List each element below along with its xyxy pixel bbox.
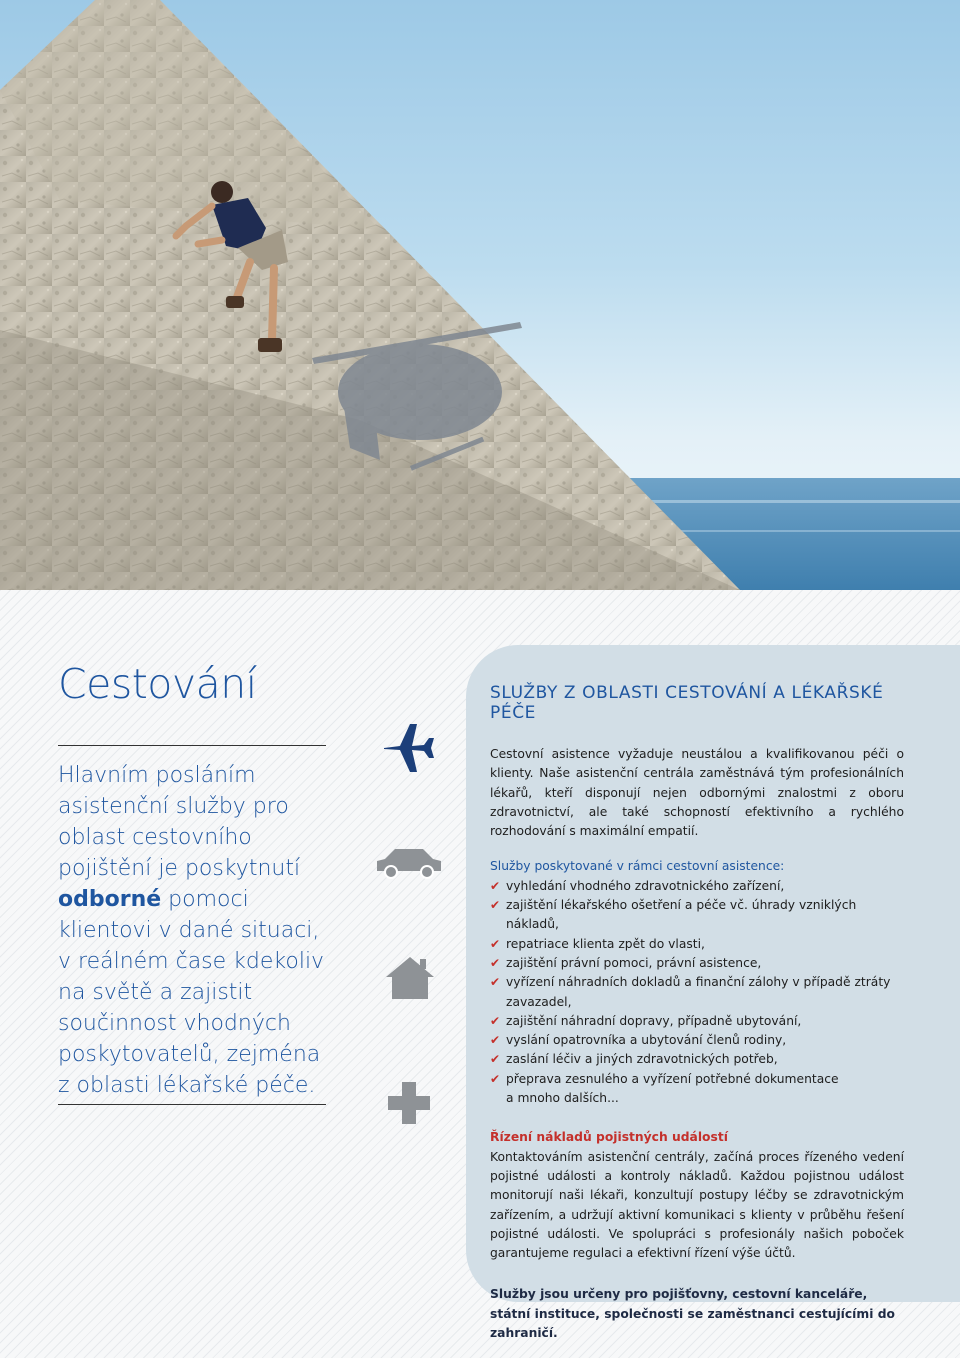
list-item (490, 1012, 904, 1031)
check-icon: ✔ (490, 936, 501, 951)
list-item-text: přeprava zesnulého a vyřízení potřebné dokumentace (506, 1071, 839, 1086)
list-item (490, 935, 904, 954)
list-item-text: zaslání léčiv a jiných zdravotnických potřeb, (506, 1052, 778, 1067)
lead-text-2: pomoci klientovi v dané situaci, v reálném čase kdekoliv na světě a zajistit součinnost vhodných poskytovatelů, zejména z oblasti lékařské péče. (58, 887, 325, 1098)
cost-text: Kontaktováním asistenční centrály, začíná proces řízeného vedení pojistné události a kontroly nákladů. Každou pojistnou událost monitorují naši lékaři, konzultují postupy léčby se zdravotnickým zařízením, a udržují aktivní komunikaci s klienty v průběhu řešení pojistné události. Ve spolupráci s profesionály našich poboček garantujeme regulaci a efektivní řízení výše účtů. (490, 1149, 904, 1261)
services-list (490, 877, 904, 1089)
services-panel (466, 645, 960, 1341)
list-item (490, 896, 904, 935)
check-icon: ✔ (490, 1013, 501, 1028)
list-item-text: vyřízení náhradních dokladů a finanční zálohy v případě ztráty zavazadel, (506, 975, 891, 1009)
hero-illustration (0, 0, 960, 590)
check-icon: ✔ (490, 1033, 501, 1048)
list-item-text: repatriace klienta zpět do vlasti, (506, 936, 705, 951)
services-more: a mnoho dalších... (506, 1091, 619, 1106)
list-item-text: vyhledání vhodného zdravotnického zařízení, (506, 878, 785, 893)
airplane-icon (380, 718, 436, 774)
list-item (490, 973, 904, 1012)
lead-text-bold: odborné (58, 887, 162, 912)
list-item (490, 1070, 904, 1089)
house-icon (384, 955, 436, 1001)
lead-paragraph (58, 760, 334, 1101)
page-title: Cestování (58, 660, 257, 708)
car-icon (375, 845, 443, 879)
medical-cross-icon (386, 1080, 432, 1126)
services-panel-content (490, 683, 904, 1343)
cost-heading: Řízení nákladů pojistných událostí (490, 1130, 728, 1145)
panel-intro: Cestovní asistence vyžaduje neustálou a kvalifikovanou péči o klienty. Naše asistenční centrála zaměstnává tým profesionálních lékařů, kteří disponují nejen odbornými znalostmi z oboru zdravotnictví, ale také schopností efektivního a rychlého rozhodování s maximální empatií. (490, 747, 904, 839)
check-icon: ✔ (490, 975, 501, 990)
list-item-text: vyslání opatrovníka a ubytování členů rodiny, (506, 1033, 787, 1048)
check-icon: ✔ (490, 1071, 501, 1086)
services-heading: Služby poskytované v rámci cestovní asistence: (490, 859, 785, 874)
list-item-text: zajištění náhradní dopravy, případně ubytování, (506, 1013, 802, 1028)
check-icon: ✔ (490, 955, 501, 970)
divider-top (58, 745, 326, 746)
list-item (490, 1031, 904, 1050)
panel-heading: SLUŽBY Z OBLASTI CESTOVÁNÍ A LÉKAŘSKÉ PÉČE (490, 683, 884, 723)
hero-photo (0, 0, 960, 590)
list-item (490, 954, 904, 973)
list-item (490, 1050, 904, 1069)
list-item-text: zajištění právní pomoci, právní asistence, (506, 955, 762, 970)
list-item (490, 877, 904, 896)
list-item-text: zajištění lékařského ošetření a péče vč. úhrady vzniklých nákladů, (506, 898, 857, 932)
check-icon: ✔ (490, 878, 501, 893)
check-icon: ✔ (490, 898, 501, 913)
divider-bottom (58, 1104, 326, 1105)
target-clients-note: Služby jsou určeny pro pojišťovny, cestovní kanceláře, státní instituce, společnosti se zaměstnanci cestujícími do zahraničí. (490, 1287, 895, 1341)
check-icon: ✔ (490, 1052, 501, 1067)
lead-text-1: Hlavním posláním asistenční služby pro oblast cestovního pojištění je poskytnutí (58, 763, 301, 881)
